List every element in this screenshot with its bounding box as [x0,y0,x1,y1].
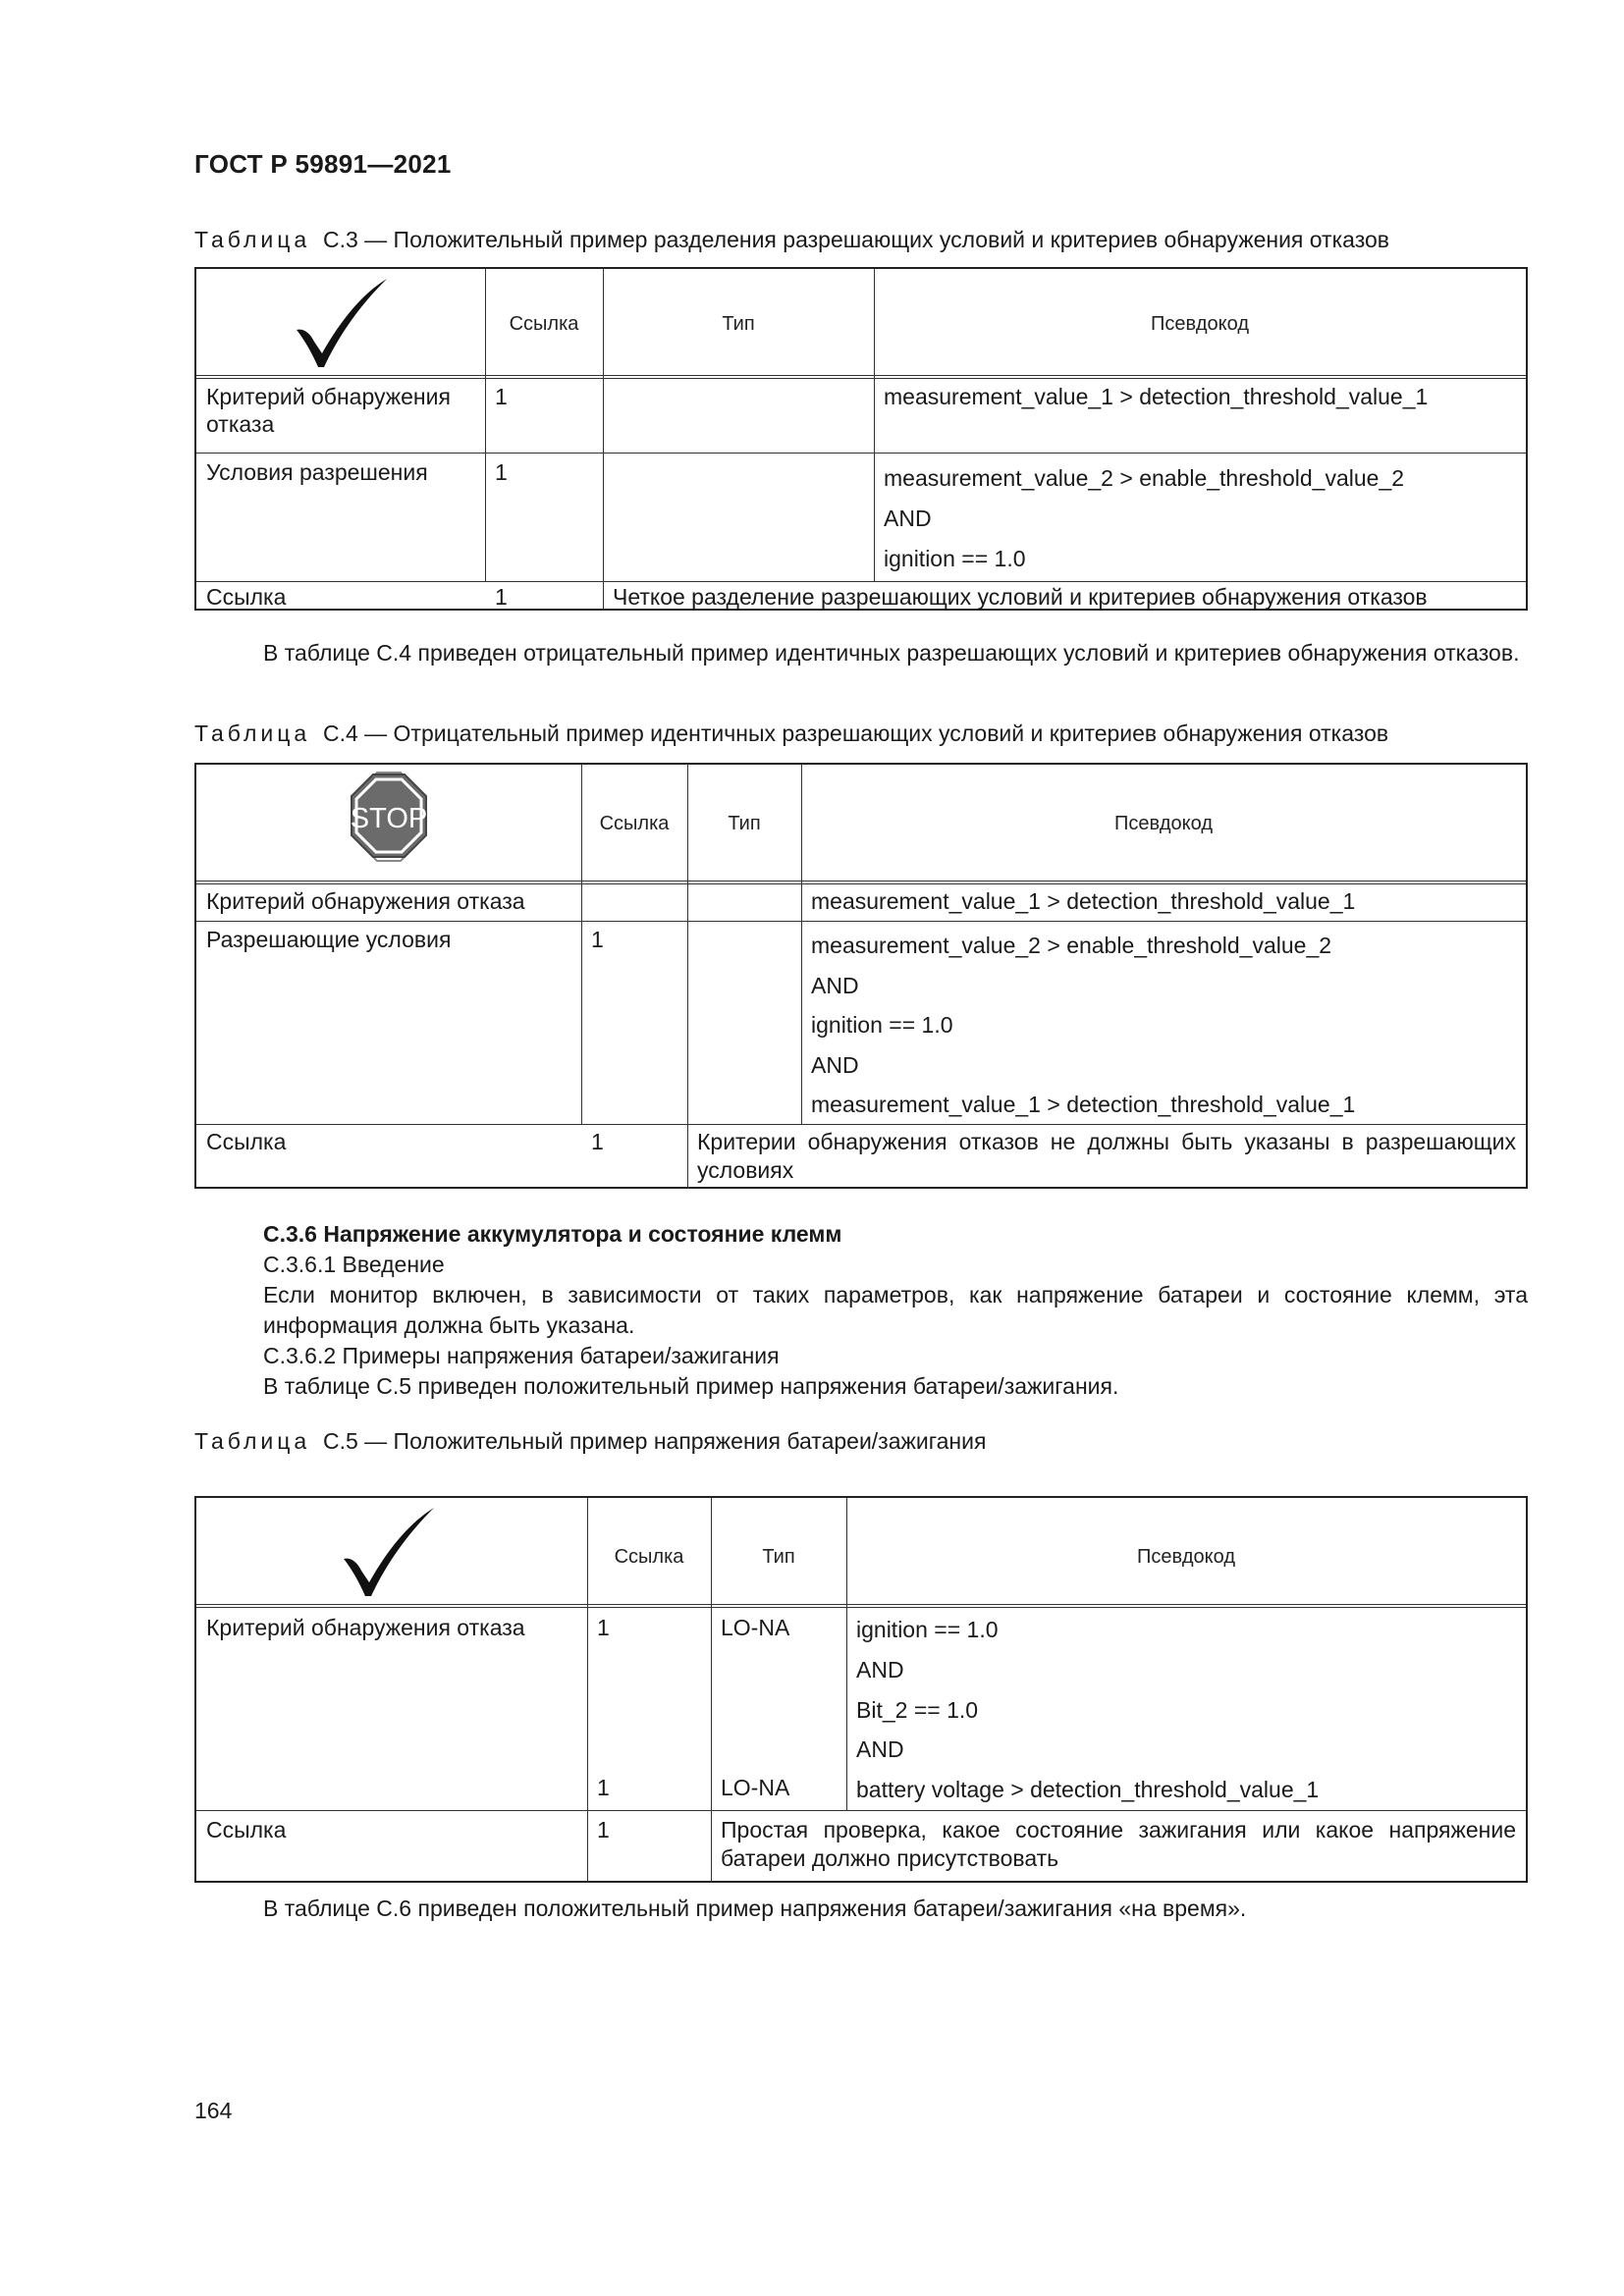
row-type: LO-NA [721,1615,790,1640]
caption-text: С.4 — Отрицательный пример идентичных разрешающих условий и критериев обнаружения отказов [322,721,1389,746]
table-c5 [194,1496,1528,1883]
header-type: Тип [762,1546,795,1568]
code-line: measurement_value_1 > detection_threshold_value_1 [811,1092,1356,1117]
header-type: Тип [728,813,761,834]
code-line: AND [811,972,859,998]
row-label: Критерий обнаружения отказа [206,888,525,914]
paragraph: Если монитор включен, в зависимости от таких параметров, как напряжение батареи и состояние клемм, эта информация должна быть указана. [263,1282,1528,1338]
header-code: Псевдокод [1136,1546,1236,1568]
row-code [874,454,1526,583]
code-line: AND [884,506,932,531]
row-label: Критерий обнаружения отказа [206,1615,525,1640]
header-ref: Ссылка [509,313,579,335]
code-line: battery voltage > detection_threshold_value_1 [856,1777,1320,1803]
section-c36 [194,1219,1528,1402]
check-mark-icon [196,1498,587,1604]
row-note: Критерии обнаружения отказов не должны быть указаны в разрешающих условиях [697,1129,1516,1183]
row-ref: 1 [495,584,508,610]
page-number: 164 [194,2098,233,2123]
row-note: Четкое разделение разрешающих условий и критериев обнаружения отказов [613,584,1428,610]
row-note: Простая проверка, какое состояние зажигания или какое напряжение батареи должно присутствовать [721,1817,1516,1871]
row-label: Ссылка [206,1129,287,1154]
header-ref: Ссылка [614,1546,684,1568]
row-ref: 1 [591,1129,604,1154]
subsection-title: С.3.6.1 Введение [263,1252,445,1277]
row-label: Разрешающие условия [206,927,452,952]
row-code [801,922,1526,1129]
table-c5-caption [194,1428,986,1455]
code-line: measurement_value_2 > enable_threshold_value_2 [811,933,1332,958]
row-code [846,1610,1526,1814]
caption-text: С.3 — Положительный пример разделения разрешающих условий и критериев обнаружения отказов [322,227,1389,252]
code-line: ignition == 1.0 [856,1617,999,1642]
section-heading: С.3.6 Напряжение аккумулятора и состояние клемм [263,1221,842,1247]
header-code: Псевдокод [1113,813,1214,834]
check-mark-icon [196,269,485,375]
table-c3 [194,267,1528,611]
paragraph: В таблице С.6 приведен положительный пример напряжения батареи/зажигания «на время». [263,1896,1247,1921]
subsection-title: С.3.6.2 Примеры напряжения батареи/зажигания [263,1343,780,1368]
code-line: measurement_value_2 > enable_threshold_value_2 [884,465,1405,491]
code-line: AND [856,1656,904,1682]
header-type: Тип [722,313,755,335]
paragraph: В таблице С.4 приведен отрицательный пример идентичных разрешающих условий и критериев обнаружения отказов. [263,640,1520,666]
row-code: measurement_value_1 > detection_threshold_value_1 [811,888,1356,914]
caption-text: С.5 — Положительный пример напряжения батареи/зажигания [322,1428,987,1454]
row-ref: 1 [597,1775,610,1800]
row-label: Условия разрешения [206,459,428,485]
header-code: Псевдокод [1150,313,1250,335]
code-line: ignition == 1.0 [884,546,1026,571]
table-c4-caption [194,721,1388,747]
table-c3-caption [194,227,1389,253]
stop-sign-icon [196,765,581,881]
row-label: Ссылка [206,1817,287,1842]
row-ref: 1 [495,459,508,485]
table-word: Таблица [194,227,311,252]
table-c4 [194,763,1528,1189]
code-line: ignition == 1.0 [811,1012,953,1038]
row-label: Ссылка [206,584,287,610]
row-ref: 1 [591,927,604,952]
row-label: Критерий обнаружения отказа [206,384,451,437]
row-ref: 1 [597,1615,610,1640]
row-code: measurement_value_1 > detection_threshold_value_1 [884,384,1429,409]
header-ref: Ссылка [599,813,670,834]
stop-sign-text: STOP [350,803,428,834]
table-word: Таблица [194,721,311,746]
row-ref: 1 [495,384,508,409]
code-line: AND [856,1736,904,1763]
row-type: LO-NA [721,1775,790,1800]
code-line: Bit_2 == 1.0 [856,1696,979,1723]
paragraph: В таблице С.5 приведен положительный пример напряжения батареи/зажигания. [263,1373,1119,1399]
code-line: AND [811,1051,859,1078]
row-ref: 1 [597,1817,610,1842]
table-word: Таблица [194,1428,311,1454]
document-header: ГОСТ Р 59891—2021 [194,149,452,179]
